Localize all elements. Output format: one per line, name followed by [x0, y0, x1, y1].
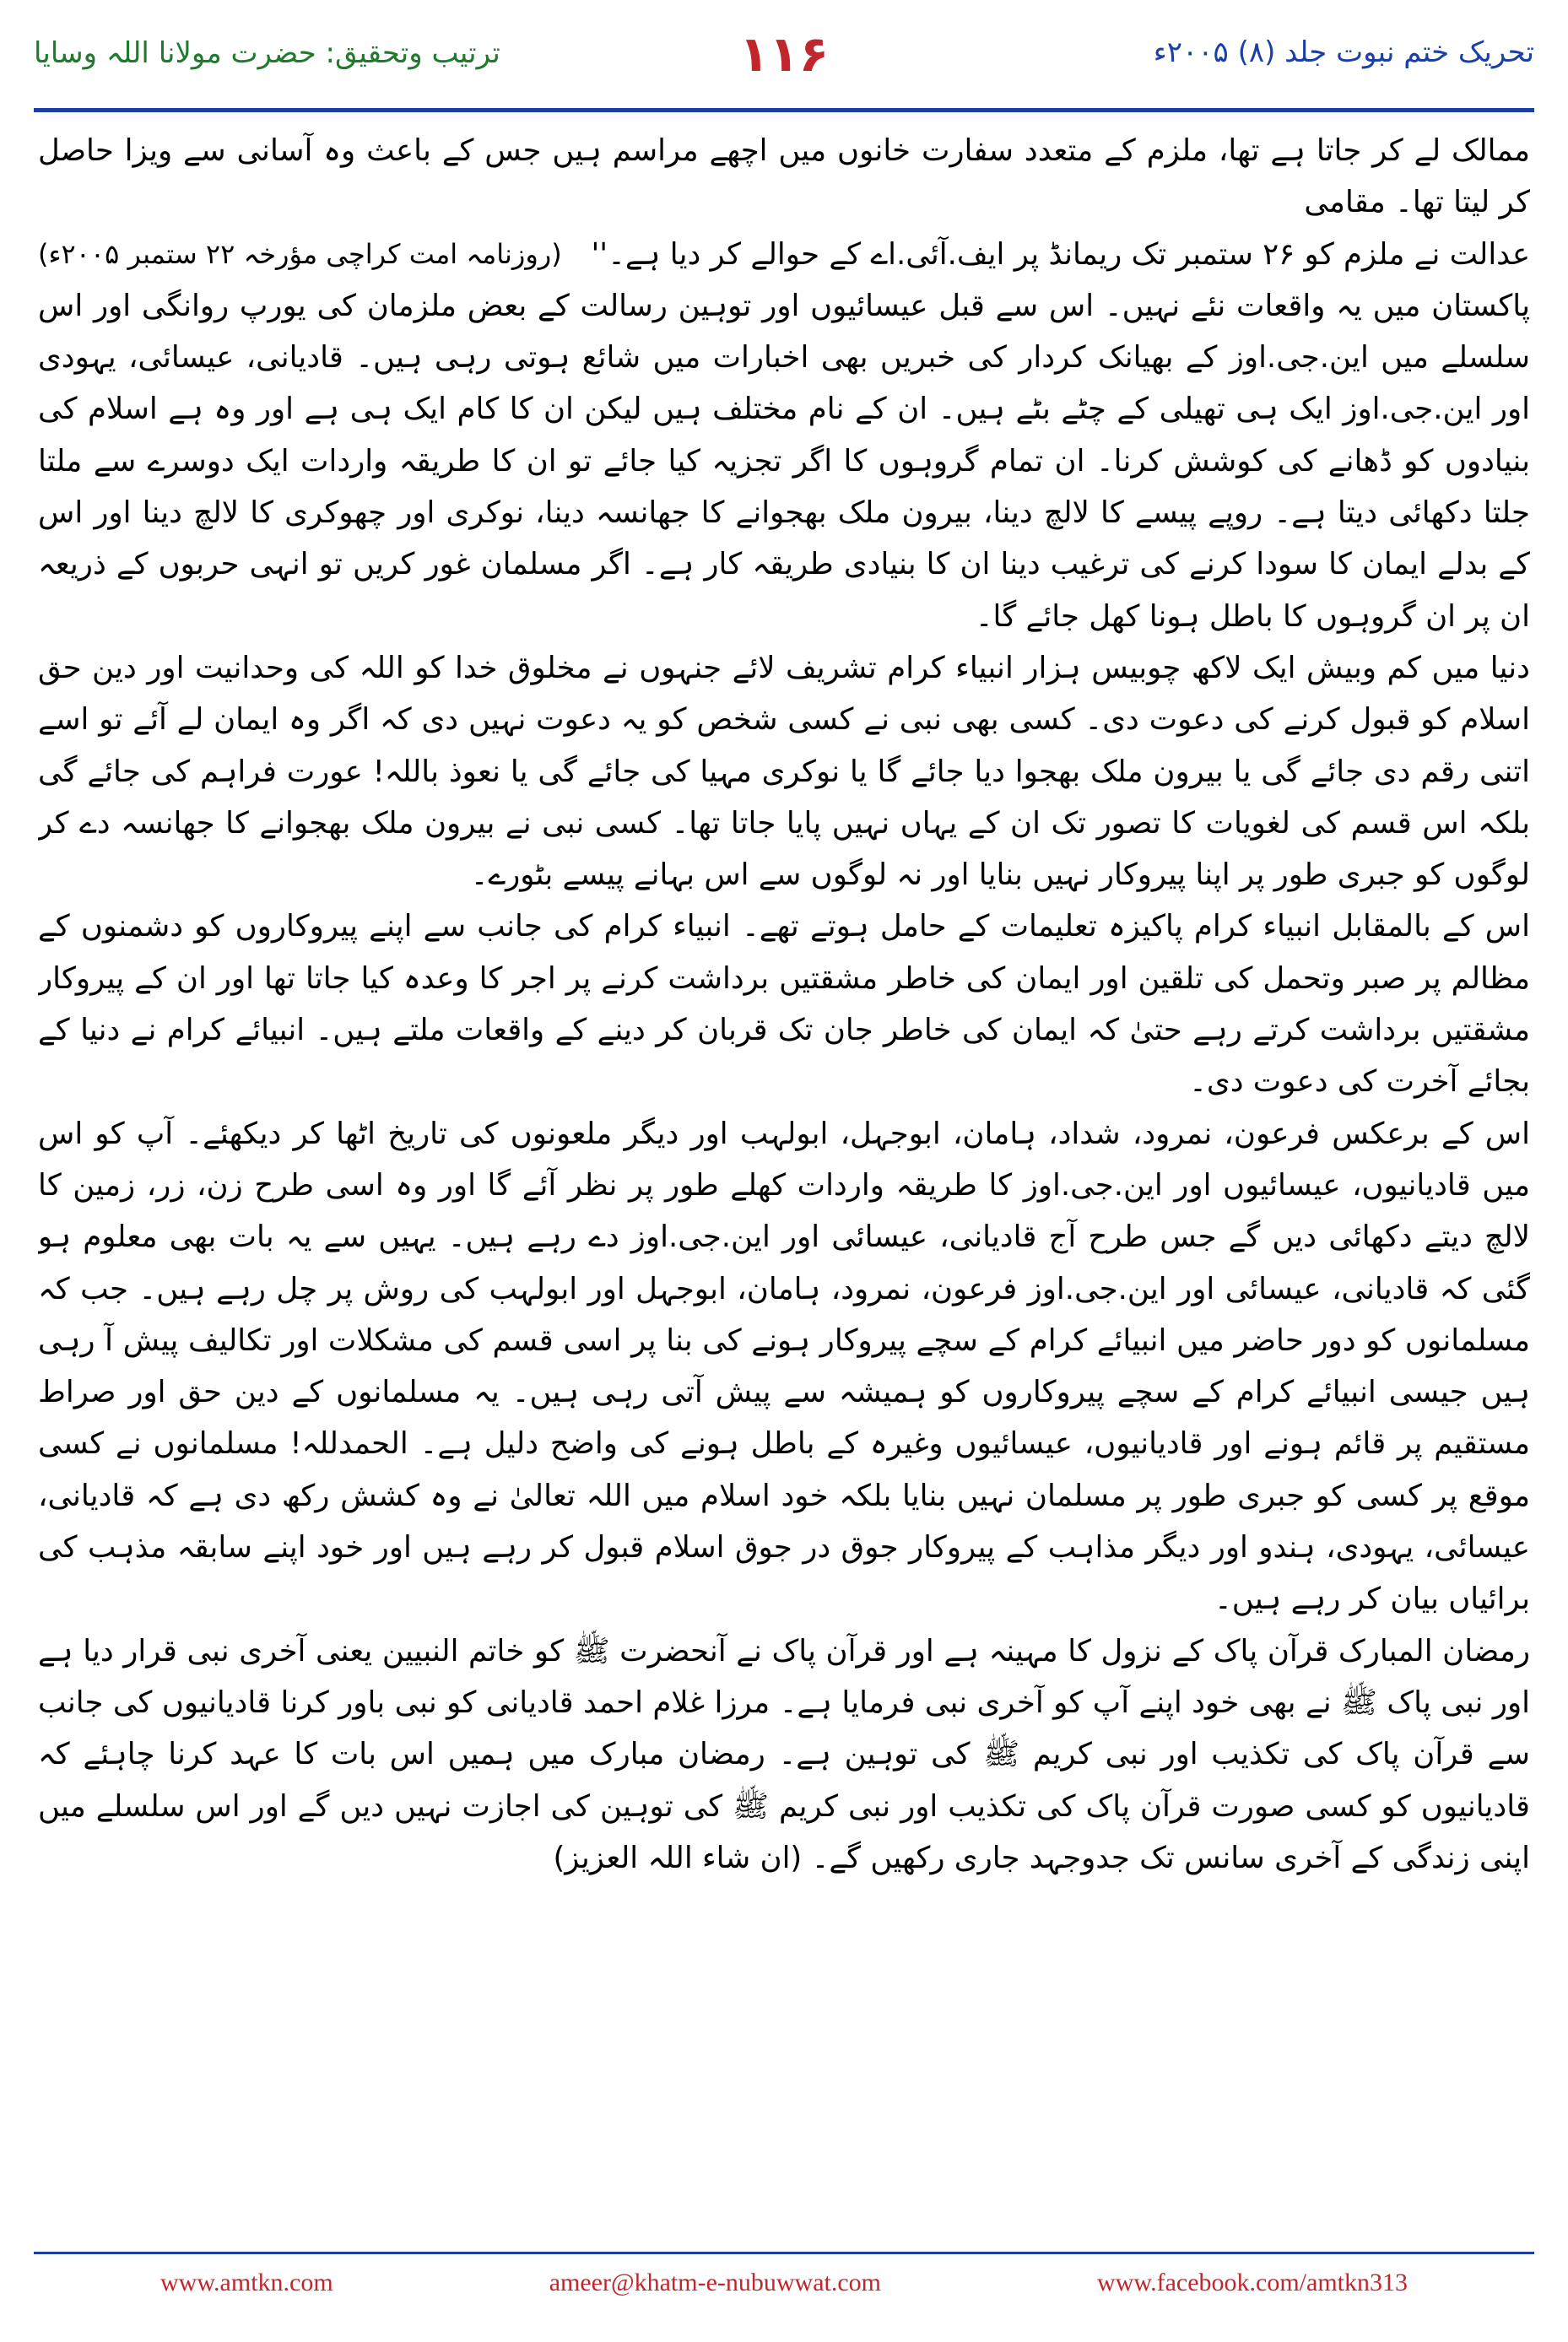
paragraph-2: پاکستان میں یہ واقعات نئے نہیں۔ اس سے قبل عیسائیوں اور توہین رسالت کے بعض ملزمان کی یورپ روانگی اور اس سلسلے میں این.جی.اوز کے بھیانک کردار کی خبریں بھی اخبارات میں شائع ہوتی رہی ہیں۔ قادیانی، عیسائی، یہودی اور این.جی.اوز ایک ہی تھیلی کے چٹے بٹے ہیں۔ ان کے نام مختلف ہیں لیکن ان کا کام ایک ہی ہے اور وہ ہے اسلام کی بنیادوں کو ڈھانے کی کوشش کرنا۔ ان تمام گروہوں کا اگر تجزیہ کیا جائے تو ان کا طریقہ واردات ایک دوسرے سے ملتا جلتا دکھائی دیتا ہے۔ روپے پیسے کا لالچ دینا، بیرون ملک بھجوانے کا جھانسہ دینا، نوکری اور چھوکری کا لالچ دینا اور اس کے بدلے ایمان کا سودا کرنے کی ترغیب دینا ان کا بنیادی طریقہ کار ہے۔ اگر مسلمان غور کریں تو انہی حربوں کے ذریعہ ان پر ان گروہوں کا باطل ہونا کھل جائے گا۔ [38, 288, 1530, 634]
page-number: ۱۱۶ [738, 25, 830, 83]
paragraph-1: ممالک لے کر جاتا ہے تھا، ملزم کے متعدد سفارت خانوں میں اچھے مراسم ہیں جس کے باعث وہ آسانی سے ویزا حاصل کر لیتا تھا۔ مقامی [38, 133, 1530, 220]
paragraph-5: اس کے برعکس فرعون، نمرود، شداد، ہامان، ابوجہل، ابولہب اور دیگر ملعونوں کی تاریخ اٹھا کر دیکھئے۔ آپ کو اس میں قادیانیوں، عیسائیوں اور این.جی.اوز کا طریقہ واردات کھلے طور پر نظر آئے گا اور وہ اسی طرح زن، زر، زمین کا لالچ دیتے دکھائی دیں گے جس طرح آج قادیانی، عیسائی اور این.جی.اوز دے رہے ہیں۔ یہیں سے یہ بات بھی معلوم ہو گئی کہ قادیانی، عیسائی اور این.جی.اوز فرعون، نمرود، ہامان، ابوجہل اور ابولہب کی روش پر چل رہے ہیں۔ جب کہ مسلمانوں کو دور حاضر میں انبیائے کرام کے سچے پیروکار ہونے کی بنا پر اسی قسم کی مشکلات اور تکالیف پیش آ رہی ہیں جیسی انبیائے کرام کے سچے پیروکاروں کو ہمیشہ سے پیش آتی رہی ہیں۔ یہ مسلمانوں کے دین حق اور صراط مستقیم پر قائم ہونے اور قادیانیوں، عیسائیوں وغیرہ کے باطل ہونے کی واضح دلیل ہے۔ الحمدللہ! مسلمانوں نے کسی موقع پر کسی کو جبری طور پر مسلمان نہیں بنایا بلکہ خود اسلام میں اللہ تعالیٰ نے وہ کشش رکھ دی ہے کہ قادیانی، عیسائی، یہودی، ہندو اور دیگر مذاہب کے پیروکار جوق در جوق اسلام قبول کر رہے ہیں اور خود اپنے سابقہ مذہب کی برائیاں بیان کر رہے ہیں۔ [38, 1116, 1530, 1617]
citation-text: عدالت نے ملزم کو ۲۶ ستمبر تک ریمانڈ پر ایف.آئی.اے کے حوالے کر دیا ہے۔'' [591, 236, 1530, 272]
paragraph-4: اس کے بالمقابل انبیاء کرام پاکیزہ تعلیمات کے حامل ہوتے تھے۔ انبیاء کرام کی جانب سے اپنے پیروکاروں کو دشمنوں کے مظالم پر صبر وتحمل کی تلقین اور ایمان کی خاطر مشقتیں برداشت کرنے پر اجر کا وعدہ کیا جاتا تھا اور ان کے پیروکار مشقتیں برداشت کرتے رہے حتیٰ کہ ایمان کی خاطر جان تک قربان کر دینے کے واقعات ملتے ہیں۔ انبیائے کرام نے دنیا کے بجائے آخرت کی دعوت دی۔ [38, 909, 1530, 1100]
footer-email-link[interactable]: ameer@khatm-e-nubuwwat.com [549, 2269, 882, 2296]
footer-facebook-link[interactable]: www.facebook.com/amtkn313 [1097, 2269, 1408, 2296]
citation-line [38, 229, 1530, 280]
paragraph-6: رمضان المبارک قرآن پاک کے نزول کا مہینہ ہے اور قرآن پاک نے آنحضرت ﷺ کو خاتم النبیین یعنی آخری نبی قرار دیا ہے اور نبی پاک ﷺ نے بھی خود اپنے آپ کو آخری نبی فرمایا ہے۔ مرزا غلام احمد قادیانی کو نبی باور کرنا قادیانیوں کی جانب سے قرآن پاک کی تکذیب اور نبی کریم ﷺ کی توہین ہے۔ رمضان مبارک میں ہمیں اس بات کا عہد کرنا چاہئے کہ قادیانیوں کو کسی صورت قرآن پاک کی تکذیب اور نبی کریم ﷺ کی توہین کی اجازت نہیں دیں گے اور اس سلسلے میں اپنی زندگی کے آخری سانس تک جدوجہد جاری رکھیں گے۔ (ان شاء اللہ العزیز) [38, 1633, 1530, 1875]
header-compiler: ترتیب وتحقیق: حضرت مولانا اللہ وسایا [34, 36, 500, 70]
citation-source: (روزنامہ امت کراچی مؤرخہ ۲۲ ستمبر ۲۰۰۵ء) [38, 237, 562, 270]
footer-divider [34, 2252, 1534, 2254]
article-body [38, 125, 1530, 2201]
page-header [34, 25, 1534, 97]
header-divider [34, 108, 1534, 112]
page-footer [34, 2269, 1534, 2311]
footer-website-link[interactable]: www.amtkn.com [160, 2269, 333, 2296]
paragraph-3: دنیا میں کم وبیش ایک لاکھ چوبیس ہزار انبیاء کرام تشریف لائے جنہوں نے مخلوق خدا کو اللہ کی وحدانیت اور دین حق اسلام کو قبول کرنے کی دعوت دی۔ کسی بھی نبی نے کسی شخص کو یہ دعوت نہیں دی کہ اگر وہ ایمان لے آئے تو اسے اتنی رقم دی جائے گی یا بیرون ملک بھجوا دیا جائے گا یا نوکری مہیا کی جائے گی یا نعوذ باللہ! عورت فراہم کی جائے گی بلکہ اس قسم کی لغویات کا تصور تک ان کے یہاں نہیں پایا جاتا تھا۔ کسی نبی نے بیرون ملک بھجوانے کا جھانسہ دے کر لوگوں کو جبری طور پر اپنا پیروکار نہیں بنایا اور نہ لوگوں سے اس بہانے پیسے بٹورے۔ [38, 650, 1530, 893]
header-book-title: تحریک ختم نبوت جلد (۸) ۲۰۰۵ء [1153, 35, 1534, 69]
